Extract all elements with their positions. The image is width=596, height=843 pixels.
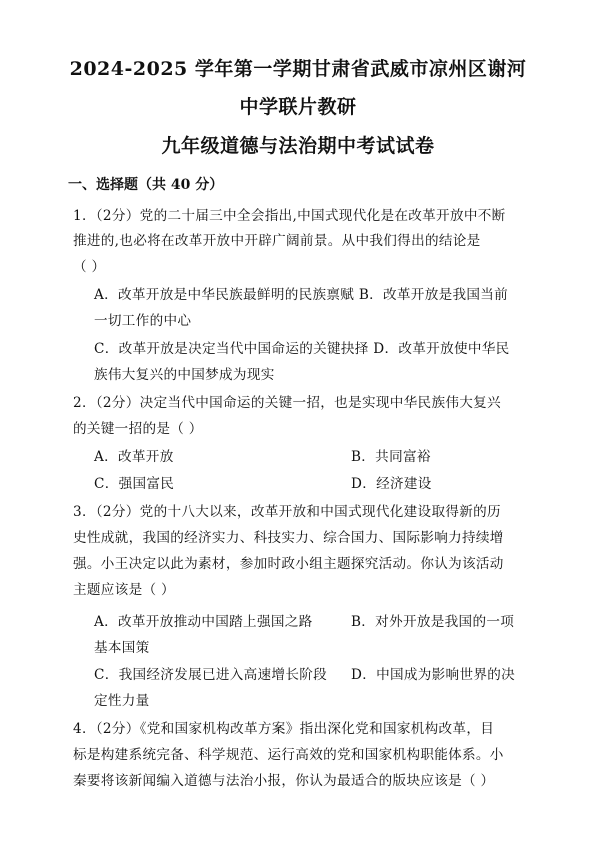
question-4-stem-line: 秦要将该新闻编入道德与法治小报，你认为最适合的版块应该是（ ）	[73, 773, 495, 789]
question-2-option-c: C．强国富民	[94, 476, 175, 492]
exam-title-line1: 2024-2025 学年第一学期甘肃省武威市凉州区谢河	[69, 58, 527, 80]
question-2-stem-line: 2．（2分）决定当代中国命运的关键一招，也是实现中华民族伟大复兴	[73, 395, 501, 411]
question-2-option-b: B．共同富裕	[351, 449, 431, 465]
question-1-stem-line: 推进的,也必将在改革开放中开辟广阔前景。从中我们得出的结论是	[73, 233, 481, 249]
question-3-stem-line: 主题应该是（ ）	[73, 582, 175, 598]
question-3-option-d-continued: 定性力量	[94, 693, 150, 709]
section-heading: 一、选择题（共 40 分）	[68, 177, 224, 193]
question-3-option-d: D．中国成为影响世界的决	[351, 667, 516, 683]
question-2-option-d: D．经济建设	[351, 476, 432, 492]
question-3-option-a: A．改革开放推动中国踏上强国之路	[94, 614, 313, 630]
question-1-option-line: A．改革开放是中华民族最鲜明的民族禀赋 B．改革开放是我国当前	[94, 287, 509, 303]
question-1-answer-blank: （ ）	[73, 259, 106, 275]
question-3-stem-line: 强。小王决定以此为素材，参加时政小组主题探究活动。你认为该活动	[73, 556, 504, 572]
exam-title-line2: 中学联片教研	[239, 96, 357, 118]
question-1-option-line: 一切工作的中心	[94, 313, 192, 329]
question-3-option-b: B．对外开放是我国的一项	[351, 614, 515, 630]
question-3-option-c: C．我国经济发展已进入高速增长阶段	[94, 667, 327, 683]
question-3-stem-line: 3．（2分）党的十八大以来，改革开放和中国式现代化建设取得新的历	[73, 504, 501, 520]
question-2-option-a: A．改革开放	[94, 449, 174, 465]
question-2-stem-line: 的关键一招的是（ ）	[73, 421, 203, 437]
question-3-stem-line: 史性成就，我国的经济实力、科技实力、综合国力、国际影响力持续增	[73, 530, 504, 546]
question-1-stem-line: 1．（2分）党的二十届三中全会指出,中国式现代化是在改革开放中不断	[73, 208, 506, 224]
question-1-option-line: C．改革开放是决定当代中国命运的关键抉择 D．改革开放使中华民	[94, 341, 510, 357]
question-1-option-line: 族伟大复兴的中国梦成为现实	[94, 367, 275, 383]
question-4-stem-line: 4．（2分）《党和国家机构改革方案》指出深化党和国家机构改革，目	[73, 721, 495, 737]
question-4-stem-line: 标是构建系统完备、科学规范、运行高效的党和国家机构职能体系。小	[73, 747, 504, 763]
exam-title-line3: 九年级道德与法治期中考试试卷	[161, 135, 435, 157]
question-3-option-b-continued: 基本国策	[94, 640, 150, 656]
